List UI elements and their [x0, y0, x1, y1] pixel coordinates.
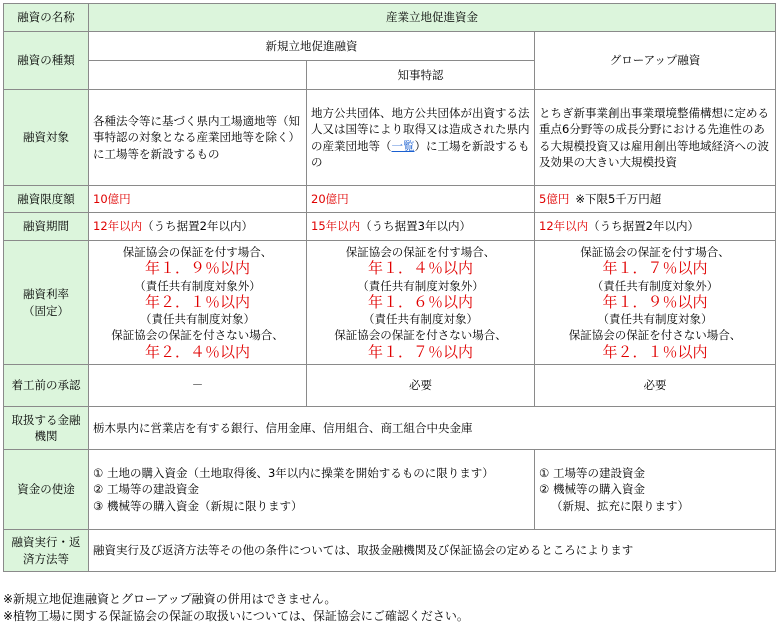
use-left [89, 450, 535, 530]
rate-text: 保証協会の保証を付さない場合、 [334, 328, 507, 343]
rate-value: 年１．９％以内 [144, 259, 250, 278]
use-item: （新規、拡充に限ります） [551, 498, 689, 513]
row-rate [4, 241, 776, 365]
rate-value: 年１．７％以内 [602, 259, 708, 278]
use-item: ② 機械等の購入資金 [539, 482, 645, 497]
use-item: ③ 機械等の購入資金（新規に限ります） [93, 498, 303, 513]
period-chiji [307, 213, 535, 241]
limit-shinki: 10億円 [89, 186, 307, 213]
type-shinki-spacer [89, 61, 307, 90]
rate-text: 保証協会の保証を付す場合、 [345, 244, 496, 259]
period-chiji-value: 15年以内 [311, 219, 361, 234]
use-item: ② 工場等の建設資金 [93, 482, 199, 497]
label-rate-2: （固定） [23, 303, 69, 318]
rate-text: 保証協会の保証を付す場合、 [122, 244, 273, 259]
list-link[interactable]: 一覧 [391, 138, 415, 153]
note-item: ※新規立地促進融資とグローアップ融資の併用はできません。 [3, 592, 337, 606]
rate-text: （責任共有制度対象） [597, 312, 713, 327]
label-rate-1: 融資利率 [23, 287, 69, 302]
rate-growup [535, 241, 776, 365]
rate-value: 年２．４％以内 [144, 342, 250, 361]
rate-text: （責任共有制度対象外） [134, 278, 261, 293]
label-use: 資金の使途 [4, 450, 89, 530]
rate-value: 年１．７％以内 [367, 342, 473, 361]
approval-growup: 必要 [535, 365, 776, 407]
note-item: ※植物工場に関する保証協会の保証の取扱いについては、保証協会にご確認ください。 [3, 609, 469, 624]
type-chiji: 知事特認 [307, 61, 535, 90]
notes [3, 591, 775, 626]
row-repay [4, 530, 776, 572]
rate-value: 年１．９％以内 [602, 292, 708, 311]
target-growup: とちぎ新事業創出事業環境整備構想に定める重点6分野等の成長分野における先進性のある大規模投資又は雇用創出等地域経済への波及効果の大きい大規模投資 [535, 90, 776, 186]
period-shinki-value: 12年以内 [93, 219, 143, 234]
period-growup [535, 213, 776, 241]
label-type: 融資の種類 [4, 32, 89, 90]
label-period: 融資期間 [4, 213, 89, 241]
approval-shinki: － [89, 365, 307, 407]
use-item: ① 工場等の建設資金 [539, 466, 645, 480]
row-bank [4, 407, 776, 450]
row-use [4, 450, 776, 530]
rate-shinki [89, 241, 307, 365]
row-target [4, 90, 776, 186]
use-right [535, 450, 776, 530]
rate-value: 年１．４％以内 [367, 259, 473, 278]
limit-growup-value: 5億円 [539, 191, 570, 206]
bank-value: 栃木県内に営業店を有する銀行、信用金庫、信用組合、商工組合中央金庫 [89, 407, 776, 450]
limit-growup [535, 186, 776, 213]
loan-name-value: 産業立地促進資金 [89, 4, 776, 32]
period-growup-value: 12年以内 [539, 219, 589, 234]
label-target: 融資対象 [4, 90, 89, 186]
label-name: 融資の名称 [4, 4, 89, 32]
rate-value: 年１．６％以内 [367, 292, 473, 311]
rate-value: 年２．１％以内 [144, 292, 250, 311]
row-limit [4, 186, 776, 213]
label-repay: 融資実行・返済方法等 [4, 530, 89, 572]
target-chiji-text2: ）に工場を新設するもの [311, 138, 530, 169]
row-approval [4, 365, 776, 407]
loan-table [3, 3, 776, 572]
label-bank: 取扱する金融機関 [4, 407, 89, 450]
type-growup: グローアップ融資 [535, 32, 776, 90]
row-name [4, 4, 776, 32]
period-growup-note: （うち据置2年以内） [588, 219, 699, 234]
rate-text: 保証協会の保証を付す場合、 [580, 244, 730, 259]
rate-chiji [307, 241, 535, 365]
rate-value: 年２．１％以内 [602, 342, 708, 361]
label-rate [4, 241, 89, 365]
label-limit: 融資限度額 [4, 186, 89, 213]
row-period [4, 213, 776, 241]
target-chiji-text1: 地方公共団体、地方公共団体が出資する法人又は国等により取得又は造成された県内の産業団地等（ [311, 105, 530, 153]
target-shinki: 各種法令等に基づく県内工場適地等（知事特認の対象となる産業団地等を除く）に工場等を新設するもの [89, 90, 307, 186]
period-shinki-note: （うち据置2年以内） [142, 219, 253, 234]
target-chiji [307, 90, 535, 186]
rate-text: （責任共有制度対象） [140, 312, 255, 327]
approval-chiji: 必要 [307, 365, 535, 407]
period-chiji-note: （うち据置3年以内） [360, 219, 471, 234]
limit-growup-note: ※下限5千万円超 [575, 191, 662, 206]
rate-text: 保証協会の保証を付さない場合、 [568, 328, 742, 343]
use-item: ① 土地の購入資金（土地取得後、3年以内に操業を開始するものに限ります） [93, 466, 494, 480]
rate-text: （責任共有制度対象外） [591, 278, 719, 293]
limit-chiji: 20億円 [307, 186, 535, 213]
label-approval: 着工前の承認 [4, 365, 89, 407]
rate-text: （責任共有制度対象） [363, 312, 478, 327]
repay-value: 融資実行及び返済方法等その他の条件については、取扱金融機関及び保証協会の定めるところによります [89, 530, 776, 572]
rate-text: 保証協会の保証を付さない場合、 [111, 328, 284, 343]
period-shinki [89, 213, 307, 241]
rate-text: （責任共有制度対象外） [357, 278, 484, 293]
row-type [4, 32, 776, 61]
type-shinki: 新規立地促進融資 [89, 32, 535, 61]
